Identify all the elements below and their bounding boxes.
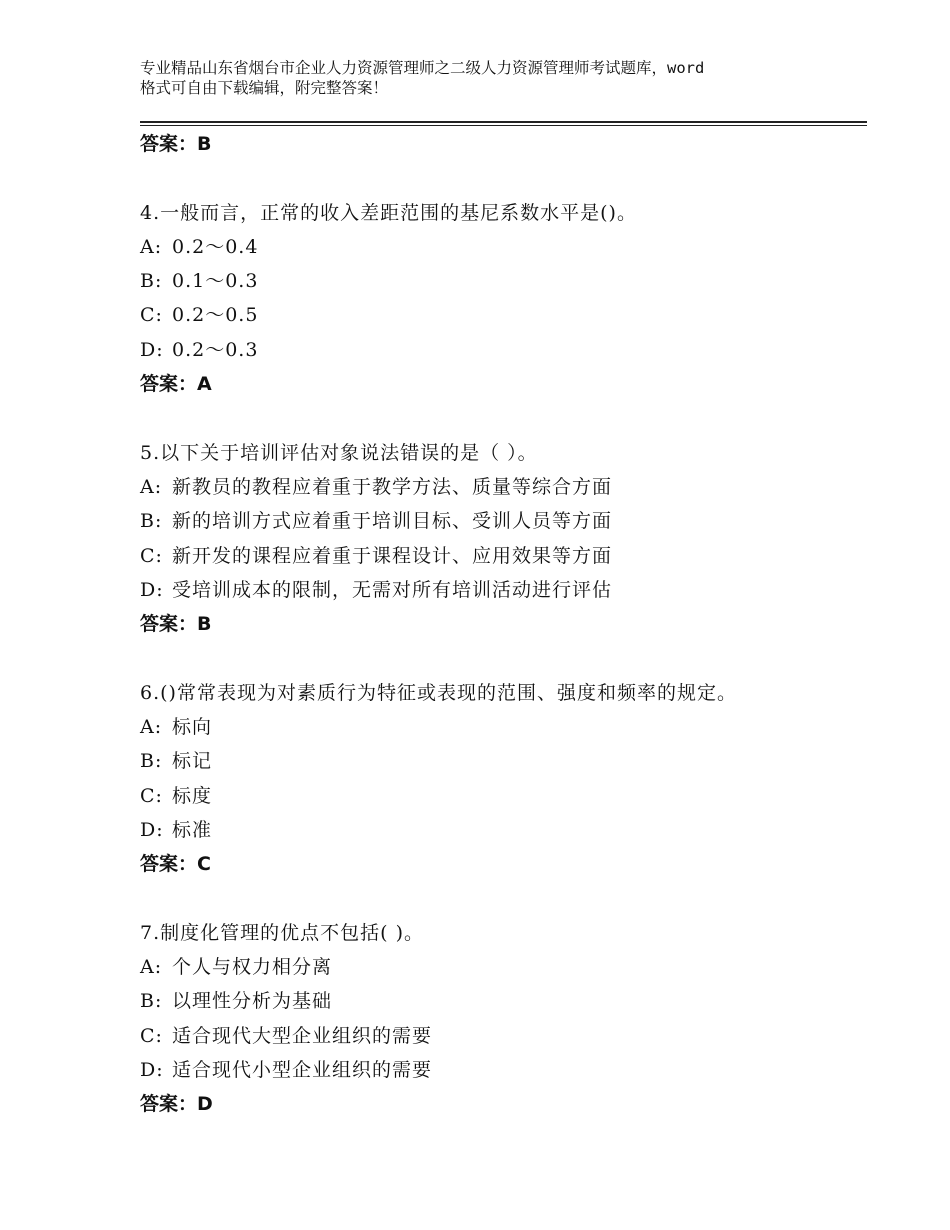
option-b [140, 744, 880, 778]
option-text: 0.2～0.3 [172, 338, 259, 361]
option-a [140, 710, 880, 744]
header-rule [140, 121, 867, 123]
option-text: 0.2～0.5 [172, 304, 259, 327]
option-prefix: C: [140, 784, 163, 807]
option-text: 个人与权力相分离 [172, 956, 333, 979]
option-text: 适合现代大型企业组织的需要 [172, 1024, 433, 1047]
header-line-1: 专业精品山东省烟台市企业人力资源管理师之二级人力资源管理师考试题库，word [140, 59, 705, 77]
document-header [140, 58, 830, 98]
question-block [140, 676, 880, 882]
option-b [140, 984, 880, 1018]
answer-line: 答案：D [140, 1093, 213, 1116]
question-stem: 4.一般而言，正常的收入差距范围的基尼系数水平是()。 [140, 201, 637, 224]
option-prefix: D: [140, 338, 164, 361]
question-list [140, 127, 880, 1122]
question-block [140, 436, 880, 642]
question-stem: 7.制度化管理的优点不包括( )。 [140, 921, 424, 944]
option-prefix: C: [140, 544, 163, 567]
header-line-2: 格式可自由下载编辑，附完整答案！ [140, 79, 389, 97]
option-text: 0.1～0.3 [172, 270, 259, 293]
option-text: 标准 [172, 818, 213, 841]
option-prefix: A: [140, 716, 163, 739]
option-text: 标度 [172, 784, 213, 807]
previous-answer: 答案：B [140, 133, 212, 155]
option-d [140, 333, 880, 367]
header-rule-thin [140, 125, 867, 126]
option-prefix: A: [140, 956, 163, 979]
option-prefix: B: [140, 750, 163, 773]
answer-line: 答案：B [140, 613, 212, 636]
option-a [140, 230, 880, 264]
question-block [140, 196, 880, 402]
option-prefix: B: [140, 990, 163, 1013]
option-prefix: C: [140, 304, 163, 327]
option-prefix: D: [140, 578, 164, 601]
option-prefix: D: [140, 818, 164, 841]
option-c [140, 539, 880, 573]
spacer [140, 161, 880, 195]
option-prefix: A: [140, 475, 163, 498]
option-text: 标记 [172, 750, 213, 773]
answer-line: 答案：C [140, 853, 211, 876]
option-b [140, 504, 880, 538]
option-a [140, 950, 880, 984]
question-block [140, 916, 880, 1122]
answer-line: 答案：A [140, 373, 212, 396]
spacer [140, 882, 880, 916]
option-prefix: A: [140, 235, 163, 258]
option-text: 以理性分析为基础 [172, 990, 333, 1013]
option-a [140, 470, 880, 504]
option-text: 标向 [172, 716, 213, 739]
option-prefix: B: [140, 270, 163, 293]
option-c [140, 298, 880, 332]
option-b [140, 264, 880, 298]
option-c [140, 779, 880, 813]
option-prefix: D: [140, 1059, 164, 1082]
option-prefix: C: [140, 1024, 163, 1047]
option-d [140, 813, 880, 847]
question-stem: 6.()常常表现为对素质行为特征或表现的范围、强度和频率的规定。 [140, 681, 737, 704]
option-text: 受培训成本的限制，无需对所有培训活动进行评估 [172, 578, 613, 601]
question-stem: 5.以下关于培训评估对象说法错误的是（ ）。 [140, 441, 538, 464]
spacer [140, 401, 880, 435]
option-text: 新的培训方式应着重于培训目标、受训人员等方面 [172, 510, 613, 533]
option-text: 0.2～0.4 [172, 235, 259, 258]
option-d [140, 573, 880, 607]
spacer [140, 641, 880, 675]
option-text: 新开发的课程应着重于课程设计、应用效果等方面 [172, 544, 613, 567]
option-d [140, 1053, 880, 1087]
option-c [140, 1019, 880, 1053]
option-text: 新教员的教程应着重于教学方法、质量等综合方面 [172, 475, 613, 498]
option-text: 适合现代小型企业组织的需要 [172, 1059, 433, 1082]
option-prefix: B: [140, 510, 163, 533]
